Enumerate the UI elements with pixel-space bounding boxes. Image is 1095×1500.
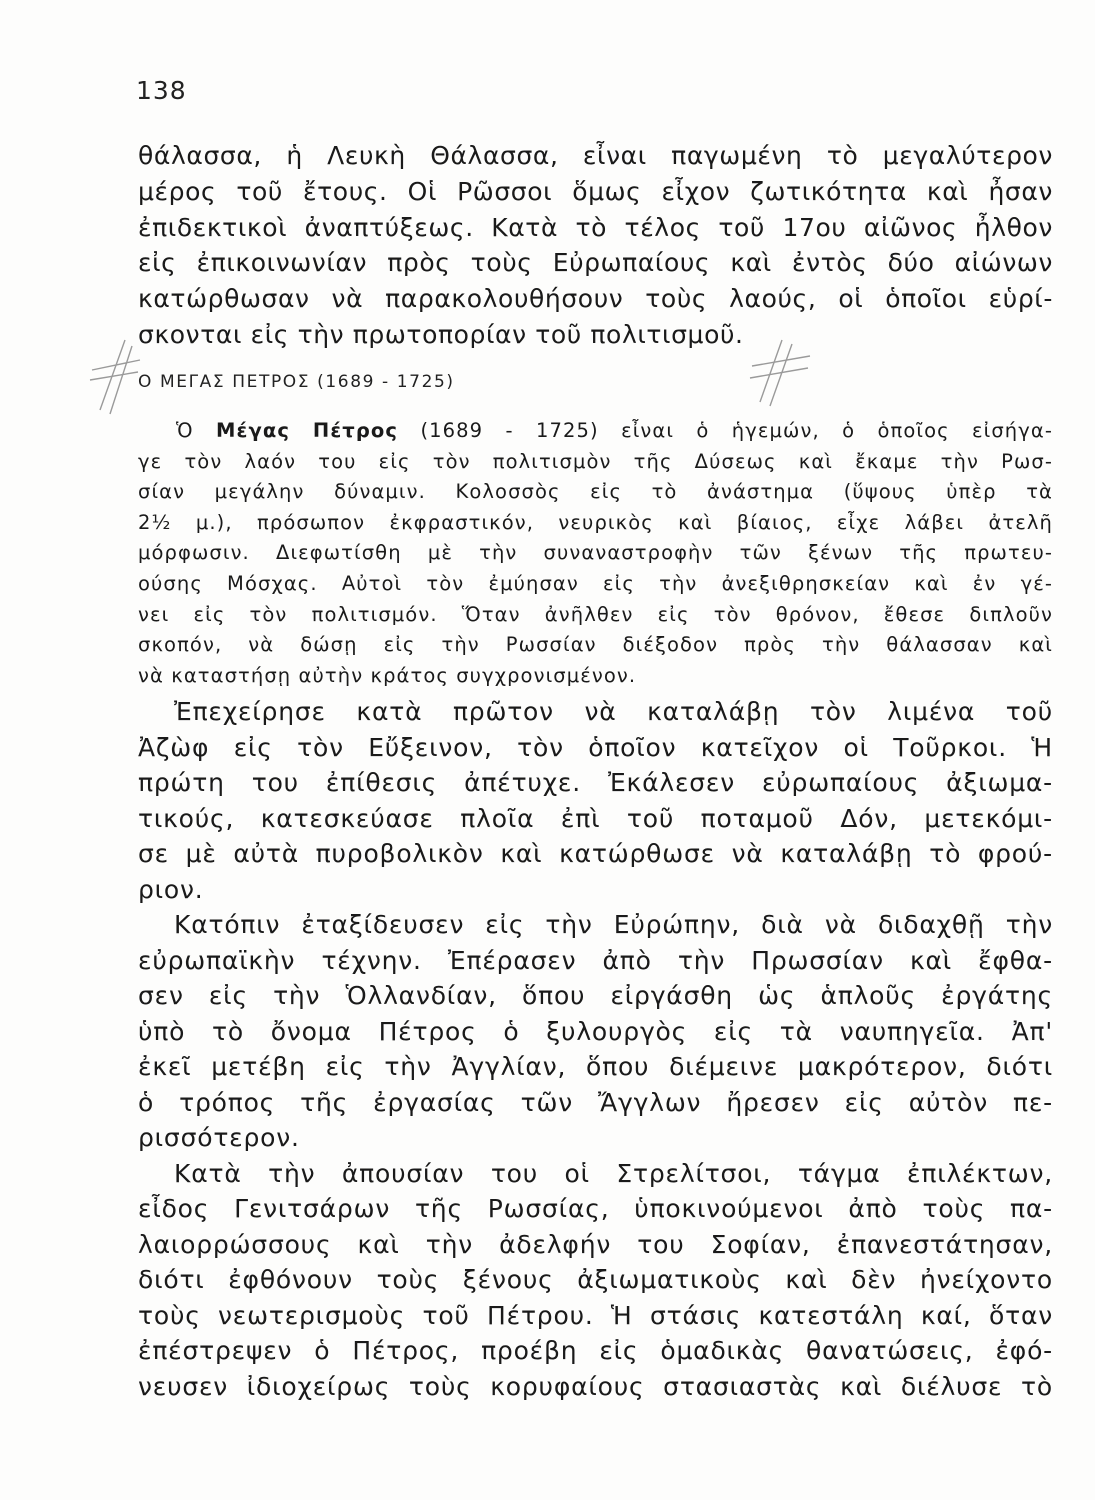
main-text [138,694,1053,1404]
main-line: ὑπὸ τὸ ὄνομα Πέτρος ὁ ξυλουργὸς εἰς τὰ ναυπηγεῖα. Ἀπ' [138,1016,1053,1046]
main-line: ἐπέστρεψεν ὁ Πέτρος, προέβη εἰς ὁμαδικὰς θανατώσεις, ἐφό- [138,1336,1053,1365]
biography-line: σίαν μεγάλην δύναμιν. Κολοσσὸς εἰς τὸ ἀνάστημα (ὕψους ὑπὲρ τὰ [138,480,1053,504]
first-word: Ὁ [176,419,194,442]
biography-line: ούσης Μόσχας. Αὐτοὶ τὸν ἐμύησαν εἰς τὴν ἀνεξιθρησκείαν καὶ ἐν γέ- [138,571,1053,595]
main-line: ρισσότερον. [138,1123,300,1152]
intro-line: ἐπιδεκτικοὶ ἀναπτύξεως. Κατὰ τὸ τέλος τοῦ 17ου αἰῶνος ἦλθον [138,212,1053,242]
biography-line: σκοπόν, νὰ δώσῃ εἰς τὴν Ρωσσίαν διέξοδον πρὸς τὴν θάλασσαν καὶ [138,633,1053,657]
main-line: ἐκεῖ μετέβη εἰς τὴν Ἀγγλίαν, ὅπου διέμεινε μακρότερον, διότι [138,1052,1053,1081]
main-line: ὁ τρόπος τῆς ἐργασίας τῶν Ἄγγλων ἤρεσεν εἰς αὐτὸν πε- [138,1087,1053,1117]
main-line: ριον. [138,874,204,904]
main-line: διότι ἐφθόνουν τοὺς ξένους ἀξιωματικοὺς καὶ δὲν ἠνείχοντο [138,1265,1053,1294]
section-heading: Ο ΜΕΓΑΣ ΠΕΤΡΟΣ (1689 - 1725) [138,372,455,392]
intro-line: θάλασσα, ἡ Λευκὴ Θάλασσα, εἶναι παγωμένη τὸ μεγαλύτερον [138,141,1053,170]
main-line: Ἀζὼφ εἰς τὸν Εὔξεινον, τὸν ὁποῖον κατεῖχον οἱ Τοῦρκοι. Ἡ [138,732,1053,762]
main-line: λαιορρώσσους καὶ τὴν ἀδελφήν του Σοφίαν, ἐπανεστάτησαν, [138,1229,1053,1259]
biography-line: μόρφωσιν. Διεφωτίσθη μὲ τὴν συναναστροφὴν τῶν ξένων τῆς πρωτευ- [138,541,1053,565]
first-line-rest: (1689 - 1725) εἶναι ὁ ἡγεμών, ὁ ὁποῖος εἰσήγα- [420,419,1053,442]
main-line: Κατὰ τὴν ἀπουσίαν του οἱ Στρελίτσοι, τάγμα ἐπιλέκτων, [174,1158,1053,1188]
biography-box [138,416,1053,691]
page-number: 138 [136,76,187,105]
main-line: νευσεν ἰδιοχείρως τοὺς κορυφαίους στασιαστὰς καὶ διέλυσε τὸ [138,1371,1053,1401]
main-line: τικούς, κατεσκεύασε πλοῖα ἐπὶ τοῦ ποταμοῦ Δόν, μετεκόμι- [138,803,1053,833]
biography-line: νει εἰς τὸν πολιτισμόν. Ὅταν ἀνῆλθεν εἰς τὸν θρόνον, ἔθεσε διπλοῦν [138,602,1053,626]
pencil-mark-left [80,330,81,331]
main-line: εὐρωπαϊκὴν τέχνην. Ἐπέρασεν ἀπὸ τὴν Πρωσσίαν καὶ ἔφθα- [138,945,1053,975]
main-line: σεν εἰς τὴν Ὁλλανδίαν, ὅπου εἰργάσθη ὡς ἁπλοῦς ἐργάτης [138,981,1053,1010]
biography-line [138,416,1053,447]
main-line: Ἐπεχείρησε κατὰ πρῶτον νὰ καταλάβῃ τὸν λιμένα τοῦ [174,697,1053,726]
biography-line: νὰ καταστήσῃ αὐτὴν κράτος συγχρονισμένον. [138,663,637,687]
biography-line: 2½ μ.), πρόσωπον ἐκφραστικόν, νευρικὸς καὶ βίαιος, εἶχε λάβει ἀτελῆ [138,510,1053,534]
bold-name: Μέγας Πέτρος [216,419,399,442]
intro-paragraph [138,138,1053,353]
main-line: πρώτη του ἐπίθεσις ἀπέτυχε. Ἐκάλεσεν εὐρωπαίους ἀξιωμα- [138,768,1053,797]
intro-line: μέρος τοῦ ἔτους. Οἱ Ρῶσσοι ὅμως εἶχον ζωτικότητα καὶ ἦσαν [138,176,1053,206]
main-line: σε μὲ αὐτὰ πυροβολικὸν καὶ κατώρθωσε νὰ καταλάβῃ τὸ φρού- [138,839,1053,868]
main-line: Κατόπιν ἐταξίδευσεν εἰς τὴν Εὐρώπην, διὰ νὰ διδαχθῇ τὴν [174,910,1053,939]
main-line: εἶδος Γενιτσάρων τῆς Ρωσσίας, ὑποκινούμενοι ἀπὸ τοὺς πα- [138,1194,1053,1223]
main-line: τοὺς νεωτερισμοὺς τοῦ Πέτρου. Ἡ στάσις κατεστάλη καί, ὅταν [138,1300,1053,1330]
biography-line: γε τὸν λαόν του εἰς τὸν πολιτισμὸν τῆς Δύσεως καὶ ἔκαμε τὴν Ρωσ- [138,449,1053,473]
intro-line: σκονται εἰς τὴν πρωτοπορίαν τοῦ πολιτισμοῦ. [138,319,744,349]
pencil-mark-right [740,330,741,331]
intro-line: εἰς ἐπικοινωνίαν πρὸς τοὺς Εὐρωπαίους καὶ ἐντὸς δύο αἰώνων [138,248,1053,278]
intro-line: κατώρθωσαν νὰ παρακολουθήσουν τοὺς λαούς, οἱ ὁποῖοι εὑρί- [138,284,1053,314]
